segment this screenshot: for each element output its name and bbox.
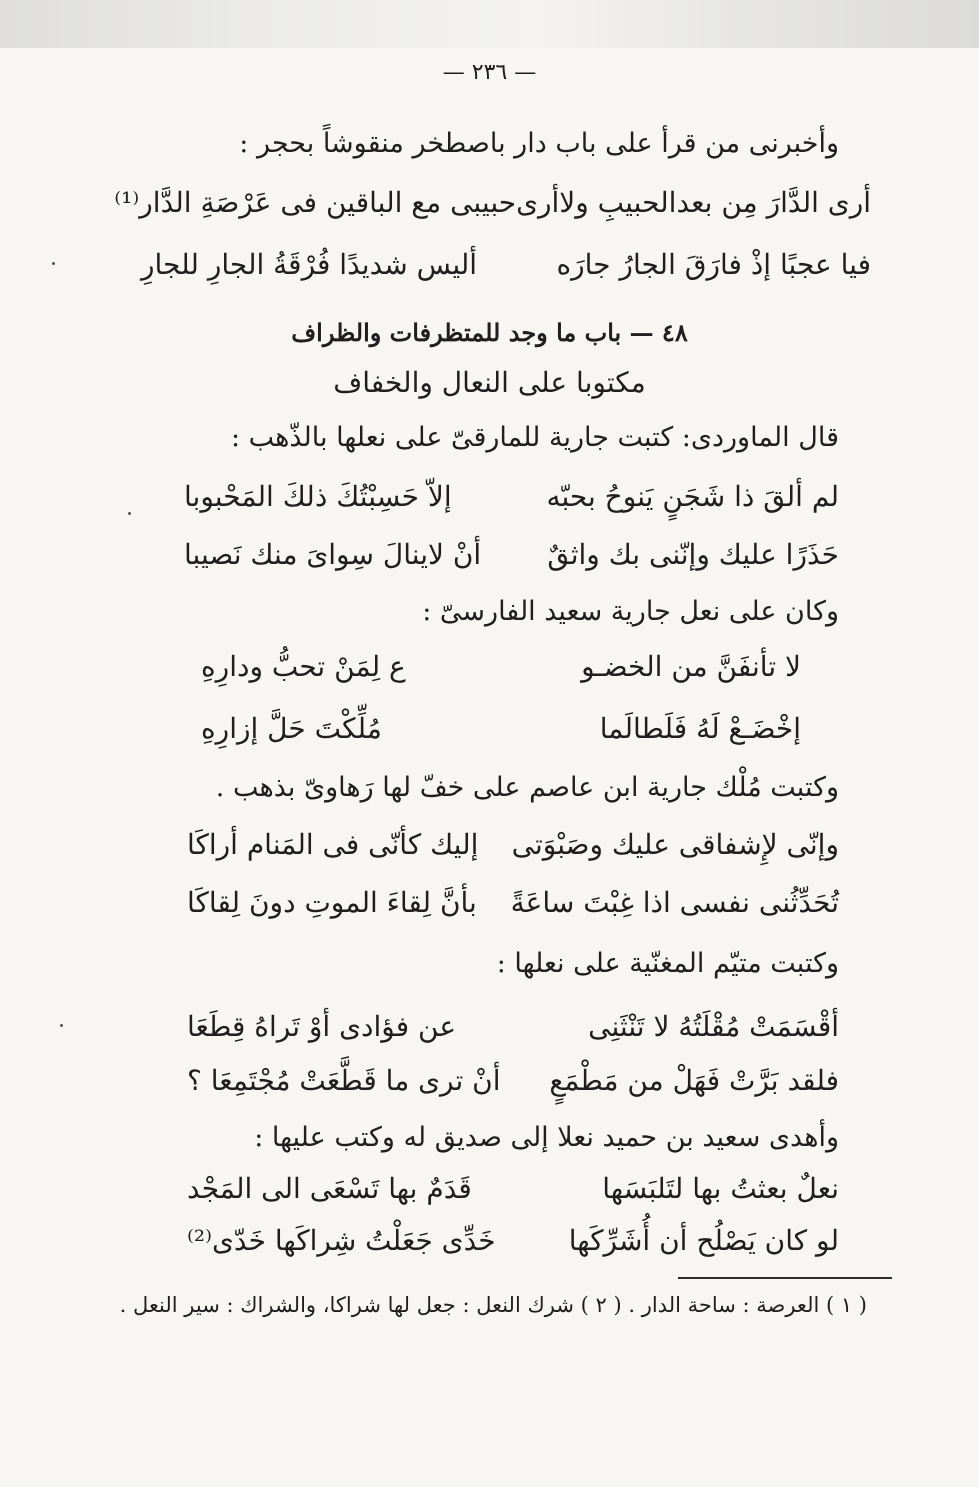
poem2-verse-1 [184,480,839,513]
hemistich-second: إلاّ حَسِبْتُكَ ذلكَ المَحْبوبا [184,480,452,513]
hemistich-second: أنْ لاينالَ سِواىَ منك نَصيبا [184,538,482,571]
hemistich-first: نعلٌ بعثتُ بها لتَلبَسَها [602,1172,839,1205]
chapter-heading: ٤٨ — باب ما وجد للمتظرفات والظراف [291,318,688,347]
poem3-verse-1 [201,650,801,683]
scan-speck [60,1024,63,1027]
hemistich-second: أليس شديدًا فُرْقَةُ الجارِ للجارِ [141,248,478,281]
poem1-verse-1 [114,186,871,219]
page-number: — ٢٣٦ — [442,60,537,85]
hemistich-second: أنْ ترى ما قَطَّعَتْ مُجْتَمِعَا ؟ [187,1064,501,1097]
hemistich-second: ع لِمَنْ تحبُّ ودارِهِ [201,650,406,683]
paragraph-5: وأهدى سعيد بن حميد نعلا إلى صديق له وكتب عليها : [254,1122,839,1153]
hemistich-first: أقْسَمَتْ مُقْلَتُهُ لا تَنْثَنِى [588,1010,839,1043]
hemistich-first: فيا عجبًا إذْ فارَقَ الجارُ جارَه [556,248,871,281]
hemistich-first: فلقد بَرَّتْ فَهَلْ من مَطْمَعٍ [549,1064,839,1097]
footnote: ( ١ ) العرصة : ساحة الدار . ( ٢ ) شرك النعل : جعل لها شراكا، والشراك : سير النعل . [119,1293,867,1317]
hemistich-second: مُلِّكْتَ حَلَّ إزارِهِ [201,712,382,745]
poem5-verse-2 [187,1064,839,1097]
hemistich-first: لا تأنفَنَّ من الخضـو [581,650,801,683]
poem4-verse-2 [187,886,839,919]
hemistich-first: لم ألقَ ذا شَجَنٍ يَنوحُ بحبّه [546,480,839,513]
poem3-verse-2 [201,712,801,745]
hemistich-second: حبيبى مع الباقين فى عَرْصَةِ الدَّار⁽¹⁾ [114,186,517,219]
hemistich-first: حَذَرًا عليك وإنّنى بك واثقٌ [547,538,839,571]
paragraph-4: وكتبت متيّم المغنّية على نعلها : [496,948,839,979]
hemistich-first: وإنّى لإِشفاقى عليك وصَبْوَتى [511,828,839,861]
intro-line: وأخبرنى من قرأ على باب دار باصطخر منقوشاً بحجر : [239,128,839,159]
paragraph-2: وكان على نعل جارية سعيد الفارسىّ : [422,596,839,627]
hemistich-second: إليك كأنّى فى المَنام أراكَا [187,828,479,861]
hemistich-first: تُحَدِّثُنى نفسى اذا غِبْتَ ساعَةً [510,886,839,919]
hemistich-first: لو كان يَصْلُح أن أُشَرِّكَها [568,1224,839,1257]
hemistich-first: أرى الدَّارَ مِن بعدالحبيبِ ولاأرى [516,186,871,219]
footnote-rule [678,1277,892,1279]
hemistich-first: إخْضَـعْ لَهُ فَلَطالَما [599,712,801,745]
poem4-verse-1 [187,828,839,861]
hemistich-second: بأنَّ لِقاءَ الموتِ دونَ لِقاكَا [187,886,477,919]
paragraph-1: قال الماوردى: كتبت جارية للمارقىّ على نعلها بالذّهب : [230,422,839,453]
hemistich-second: خَدِّى جَعَلْتُ شِراكَها خَدّى⁽²⁾ [187,1224,496,1257]
chapter-subheading: مكتوبا على النعال والخفاف [333,366,646,399]
hemistich-second: قَدَمٌ بها تَسْعَى الى المَجْد [187,1172,472,1205]
scan-speck [128,512,131,515]
paragraph-3: وكتبت مُلْك جارية ابن عاصم على خفّ لها رَهاوىّ بذهب . [215,772,839,803]
poem6-verse-2 [187,1224,839,1257]
hemistich-second: عن فؤادى أوْ تَراهُ قِطَعَا [187,1010,457,1043]
poem6-verse-1 [187,1172,839,1205]
poem2-verse-2 [184,538,839,571]
poem5-verse-1 [187,1010,839,1043]
scan-speck [52,262,55,265]
poem1-verse-2 [141,248,871,281]
